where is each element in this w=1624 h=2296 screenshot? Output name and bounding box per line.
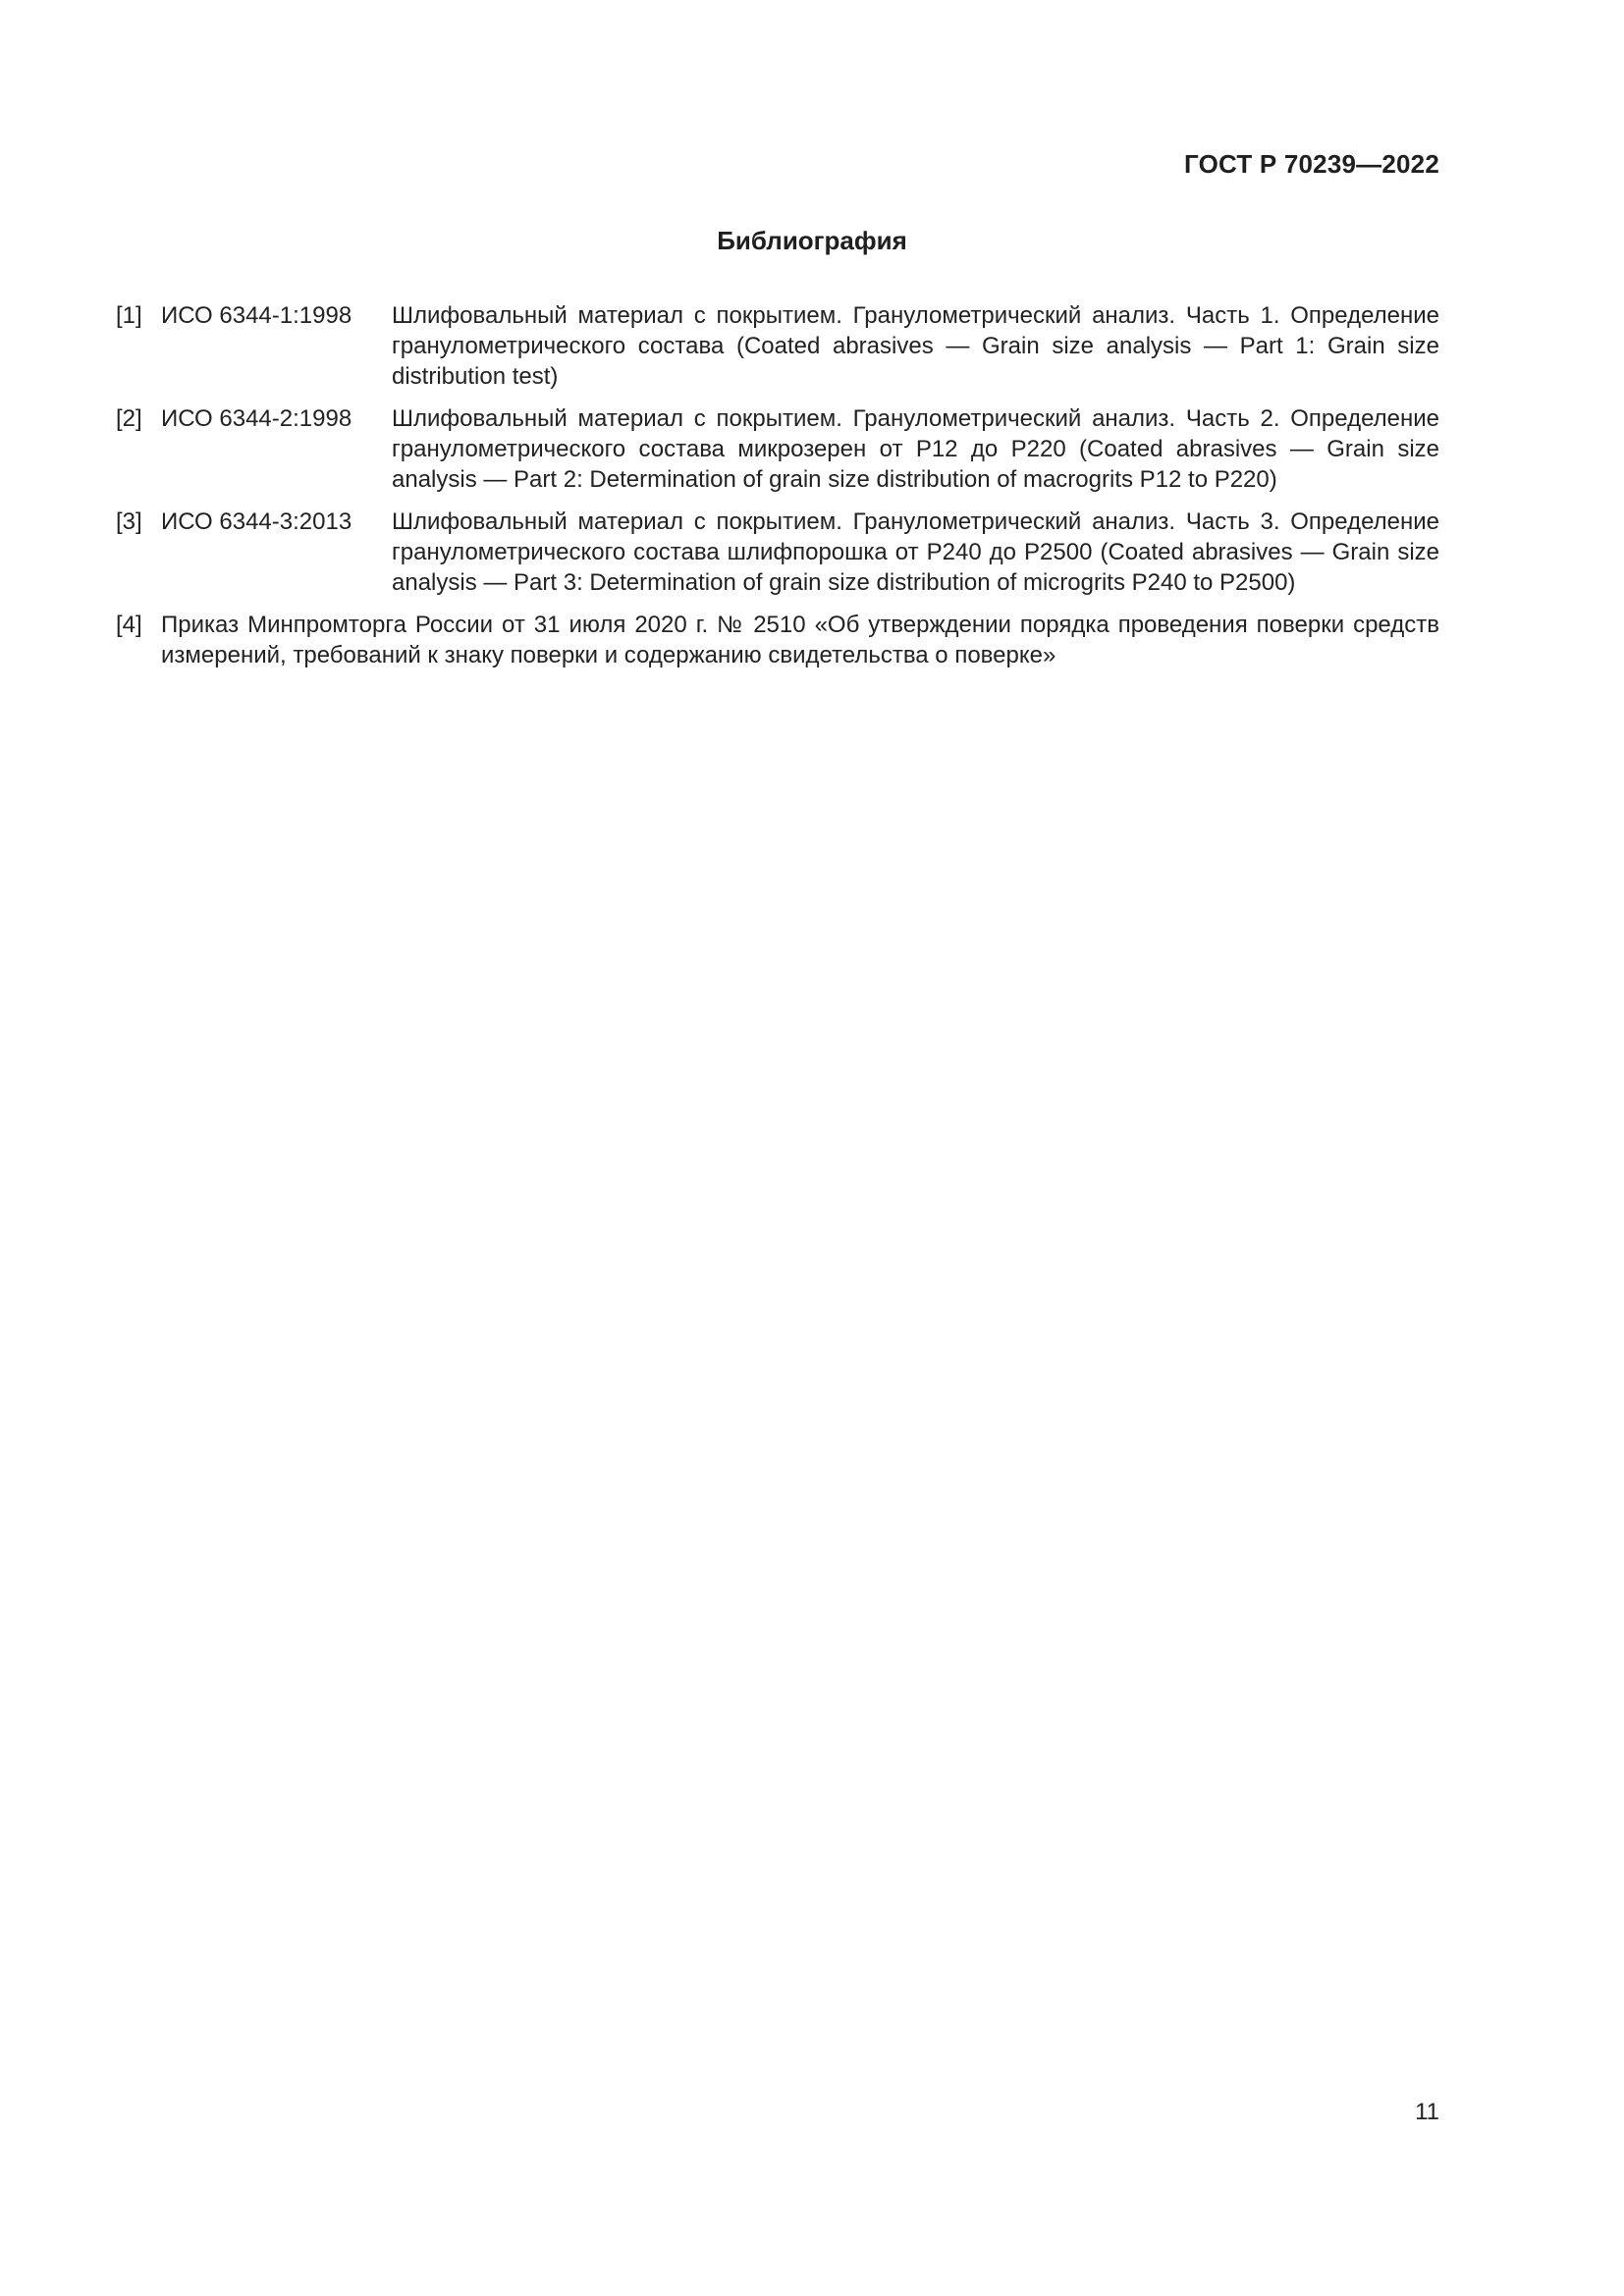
document-code: ГОСТ Р 70239—2022 [1184, 149, 1439, 179]
bibliography-entry [116, 507, 1439, 598]
page-number: 11 [1415, 2099, 1439, 2125]
reference-text: Шлифовальный материал с покрытием. Гранулометрический анализ. Часть 3. Определение гранулометрического состава шлифпорошка от P240 до P2500 (Coated abrasives — Grain size analysis — Part 3: Determination of grain size distribution of microgrits P240 to P2500) [392, 508, 1439, 596]
reference-number: [2] [116, 405, 142, 432]
reference-text: Шлифовальный материал с покрытием. Гранулометрический анализ. Часть 1. Определение гранулометрического состава (Coated abrasives — Grain size analysis — Part 1: Grain size distribution test) [392, 302, 1439, 390]
reference-number: [3] [116, 508, 142, 535]
reference-standard-code: ИСО 6344-1:1998 [161, 302, 352, 329]
bibliography-list [116, 300, 1439, 682]
bibliography-entry [116, 403, 1439, 495]
reference-text: Приказ Минпромторга России от 31 июля 2020 г. № 2510 «Об утверждении порядка проведения поверки средств измерений, требований к знаку поверки и содержанию свидетельства о поверке» [161, 612, 1439, 668]
bibliography-entry [116, 300, 1439, 392]
reference-text: Шлифовальный материал с покрытием. Гранулометрический анализ. Часть 2. Определение гранулометрического состава микрозерен от P12 до P220 (Coated abrasives — Grain size analysis — Part 2: Determination of grain size distribution of macrogrits P12 to P220) [392, 405, 1439, 493]
reference-number: [1] [116, 302, 142, 329]
bibliography-entry [116, 610, 1439, 670]
reference-standard-code: ИСО 6344-2:1998 [161, 405, 352, 432]
reference-number: [4] [116, 612, 142, 638]
section-title: Библиография [717, 226, 907, 255]
reference-standard-code: ИСО 6344-3:2013 [161, 508, 352, 535]
